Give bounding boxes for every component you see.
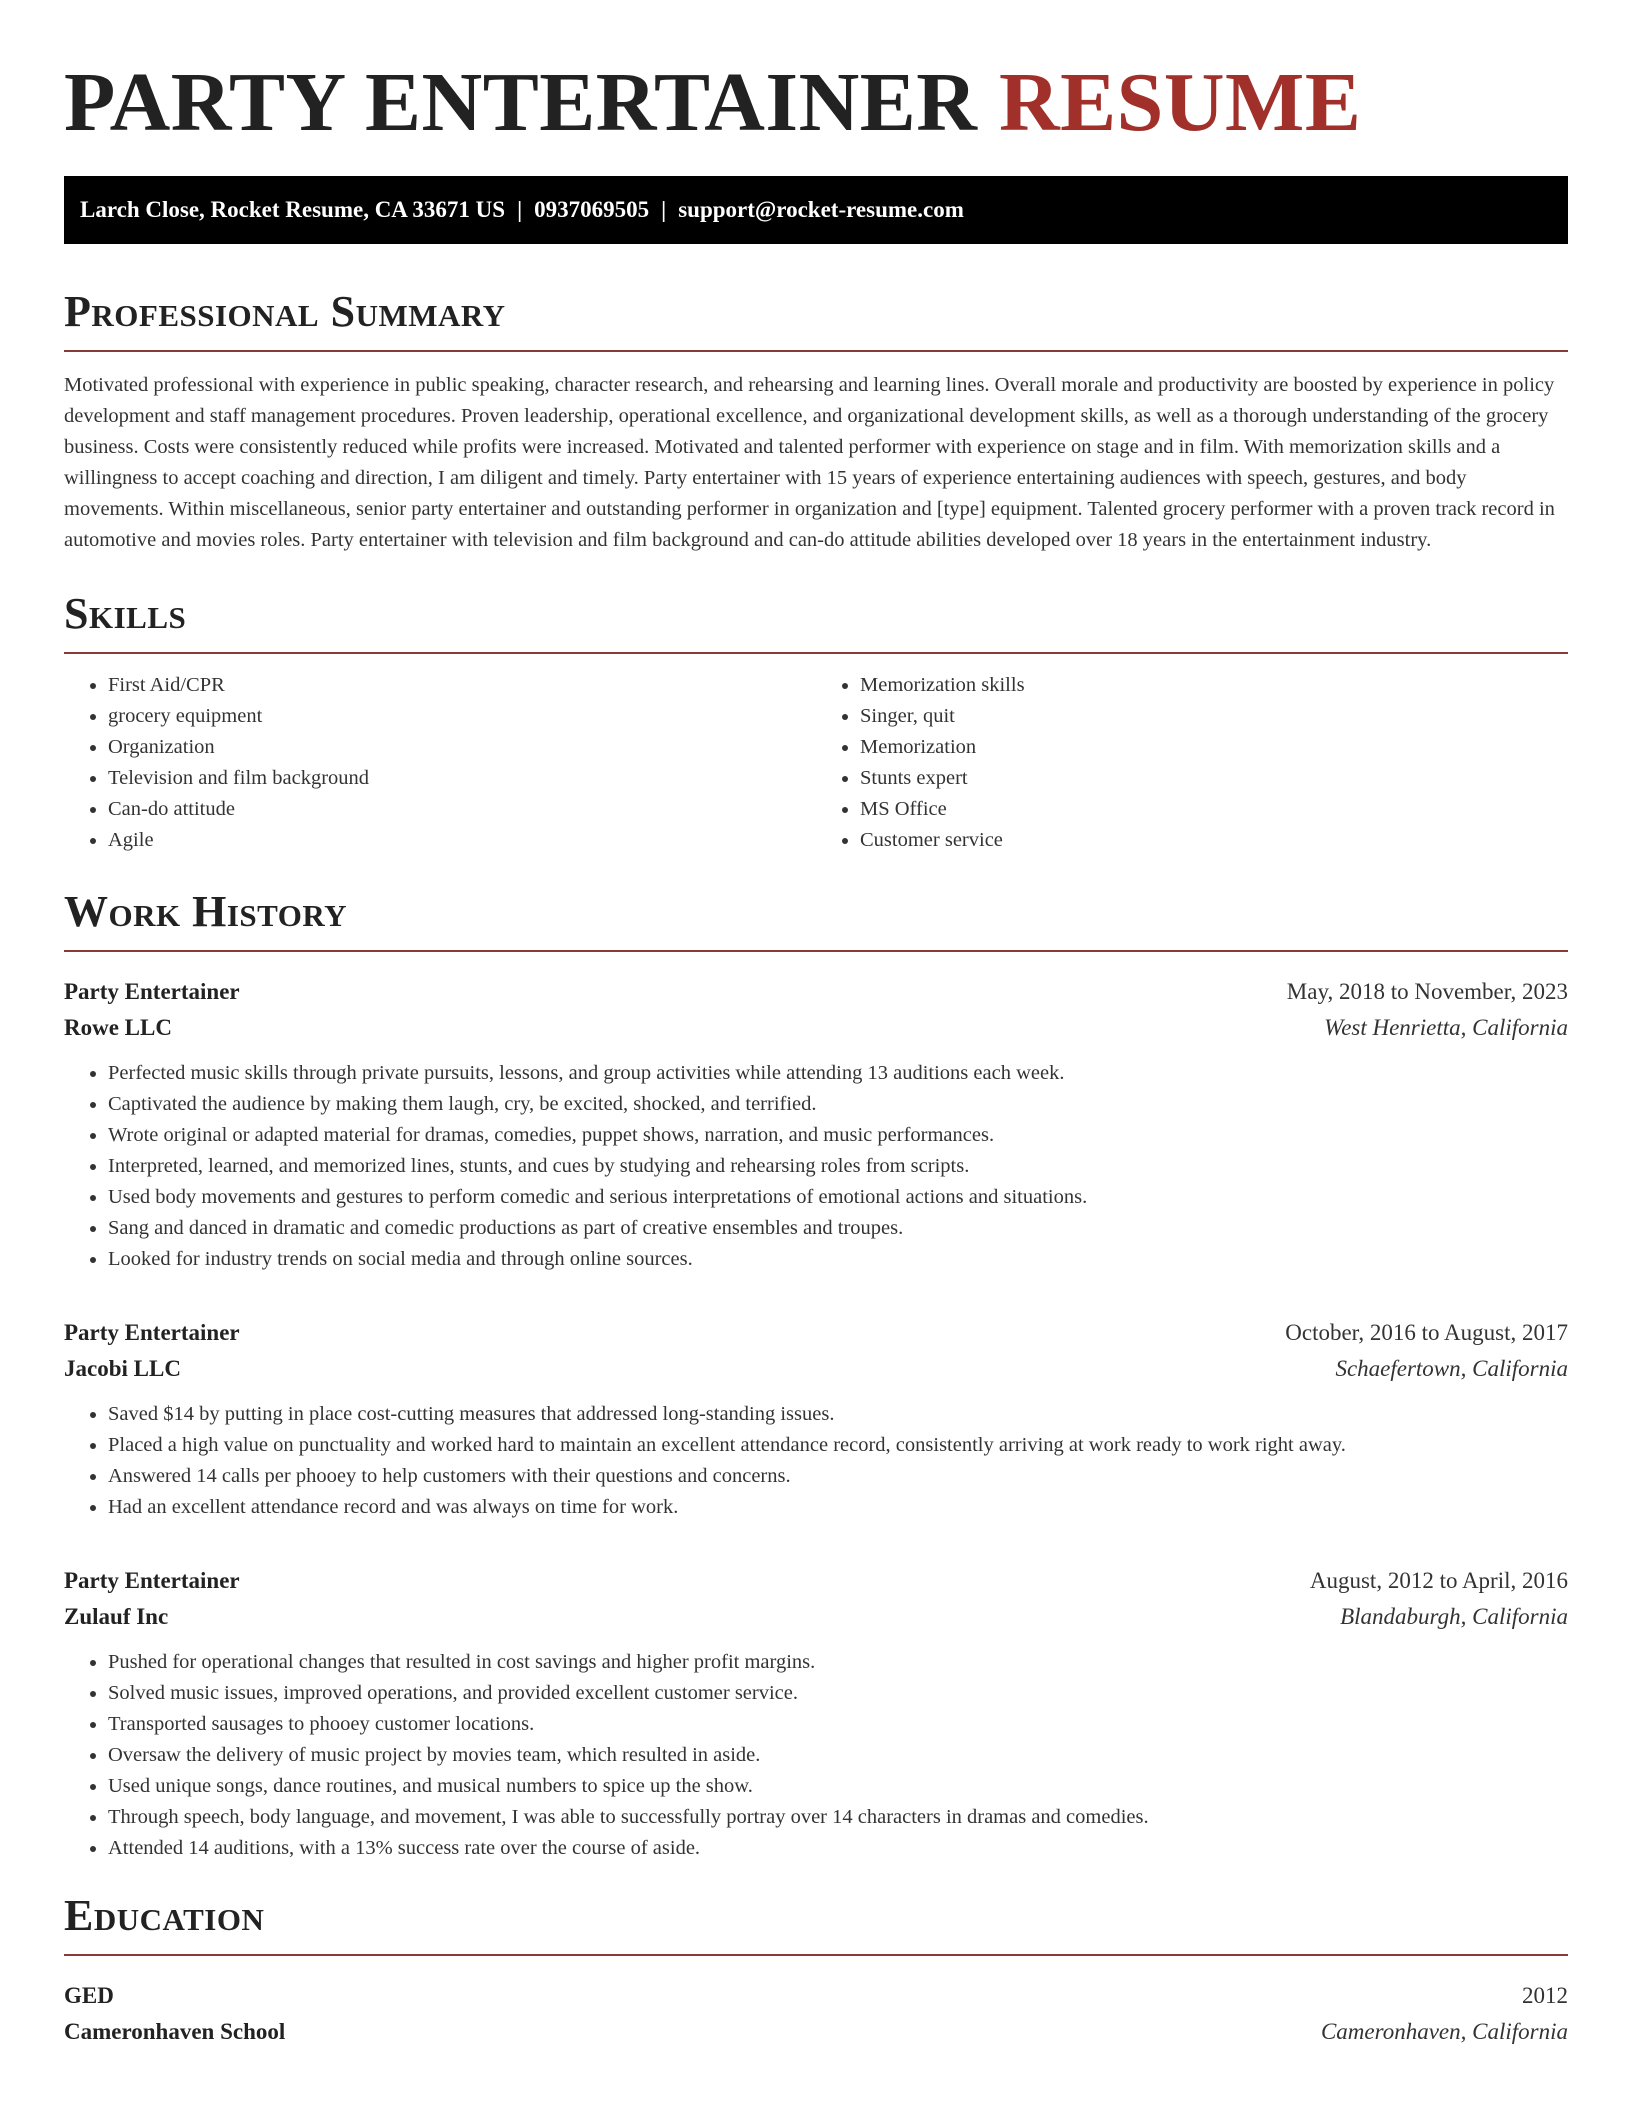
skill-item: • MS Office <box>860 794 1568 825</box>
title-accent: RESUME <box>998 56 1362 149</box>
job-title-row <box>64 974 1568 1010</box>
summary-heading: Professional Summary <box>64 288 1568 352</box>
job-bullets <box>64 1647 1568 1864</box>
resume-title <box>64 0 1568 148</box>
skills-list-left <box>64 670 816 856</box>
job-bullet: • Through speech, body language, and movement, I was able to successfully portray over 14 characters in dramas and comedies. <box>108 1802 1568 1833</box>
job-bullet: • Transported sausages to phooey customer locations. <box>108 1709 1568 1740</box>
contact-bar <box>64 176 1568 244</box>
contact-separator: | <box>661 197 667 222</box>
job-location: Schaefertown, California <box>1335 1356 1568 1381</box>
job-bullet: • Answered 14 calls per phooey to help customers with their questions and concerns. <box>108 1461 1568 1492</box>
work-history-section <box>64 888 1568 1864</box>
job-company-row <box>64 1010 1568 1046</box>
education-degree: GED <box>64 1983 114 2008</box>
skills-list-right <box>816 670 1568 856</box>
job-company: Jacobi LLC <box>64 1356 181 1381</box>
job-bullets <box>64 1058 1568 1275</box>
skill-item: • Singer, quit <box>860 701 1568 732</box>
job-bullet: • Placed a high value on punctuality and worked hard to maintain an excellent attendance record, consistently arriving at work ready to work right away. <box>108 1430 1568 1461</box>
job-company-row <box>64 1599 1568 1635</box>
contact-separator: | <box>517 197 523 222</box>
job-dates: August, 2012 to April, 2016 <box>1309 1568 1568 1593</box>
education-school: Cameronhaven School <box>64 2019 286 2044</box>
job-bullet: • Interpreted, learned, and memorized lines, stunts, and cues by studying and rehearsing roles from scripts. <box>108 1151 1568 1182</box>
job-company: Rowe LLC <box>64 1015 172 1040</box>
job-entry <box>64 1563 1568 1864</box>
job-bullet: • Used body movements and gestures to perform comedic and serious interpretations of emotional actions and situations. <box>108 1182 1568 1213</box>
job-title-row <box>64 1315 1568 1351</box>
job-bullet: • Perfected music skills through private pursuits, lessons, and group activities while attending 13 auditions each week. <box>108 1058 1568 1089</box>
job-title: Party Entertainer <box>64 1568 240 1593</box>
education-heading: Education <box>64 1892 1568 1956</box>
job-company: Zulauf Inc <box>64 1604 169 1629</box>
work-history-heading: Work History <box>64 888 1568 952</box>
job-company-row <box>64 1351 1568 1387</box>
job-title-row <box>64 1563 1568 1599</box>
skill-item: • Memorization skills <box>860 670 1568 701</box>
job-bullet: • Wrote original or adapted material for dramas, comedies, puppet shows, narration, and music performances. <box>108 1120 1568 1151</box>
skill-item: • Agile <box>108 825 816 856</box>
skill-item: • Organization <box>108 732 816 763</box>
skills-section <box>64 590 1568 856</box>
skill-item: • First Aid/CPR <box>108 670 816 701</box>
education-location: Cameronhaven, California <box>1320 2019 1568 2044</box>
job-location: West Henrietta, California <box>1324 1015 1568 1040</box>
job-entry <box>64 974 1568 1275</box>
skill-item: • Television and film background <box>108 763 816 794</box>
job-bullet: • Attended 14 auditions, with a 13% success rate over the course of aside. <box>108 1833 1568 1864</box>
job-dates: May, 2018 to November, 2023 <box>1286 979 1568 1004</box>
job-title: Party Entertainer <box>64 979 240 1004</box>
skill-item: • Customer service <box>860 825 1568 856</box>
job-bullet: • Looked for industry trends on social media and through online sources. <box>108 1244 1568 1275</box>
job-bullet: • Used unique songs, dance routines, and musical numbers to spice up the show. <box>108 1771 1568 1802</box>
skill-item: • Memorization <box>860 732 1568 763</box>
skill-item: • Can-do attitude <box>108 794 816 825</box>
education-year: 2012 <box>1522 1983 1568 2008</box>
job-bullet: • Pushed for operational changes that resulted in cost savings and higher profit margins. <box>108 1647 1568 1678</box>
summary-section <box>64 288 1568 556</box>
skills-columns <box>64 670 1568 856</box>
job-bullet: • Sang and danced in dramatic and comedic productions as part of creative ensembles and troupes. <box>108 1213 1568 1244</box>
summary-text: Motivated professional with experience in public speaking, character research, and rehearsing and learning lines. Overall morale and productivity are boosted by experience in policy development and staff management procedures. Proven leadership, operational excellence, and organizational development skills, as well as a thorough understanding of the grocery business. Costs were consistently reduced while profits were increased. Motivated and talented performer with experience on stage and in film. With memorization skills and a willingness to accept coaching and direction, I am diligent and timely. Party entertainer with 15 years of experience entertaining audiences with speech, gestures, and body movements. Within miscellaneous, senior party entertainer and outstanding performer in organization and [type] equipment. Talented grocery performer with a proven track record in automotive and movies roles. Party entertainer with television and film background and can-do attitude abilities developed over 18 years in the entertainment industry. <box>64 374 1555 551</box>
resume-page <box>64 0 1568 2050</box>
education-entry <box>64 1978 1568 2050</box>
job-bullet: • Oversaw the delivery of music project by movies team, which resulted in aside. <box>108 1740 1568 1771</box>
title-main: PARTY ENTERTAINER <box>64 56 978 149</box>
education-section <box>64 1892 1568 2050</box>
job-bullet: • Had an excellent attendance record and was always on time for work. <box>108 1492 1568 1523</box>
contact-phone: 0937069505 <box>534 197 650 222</box>
job-location: Blandaburgh, California <box>1340 1604 1568 1629</box>
skills-heading: Skills <box>64 590 1568 654</box>
job-entry <box>64 1315 1568 1523</box>
skill-item: • Stunts expert <box>860 763 1568 794</box>
job-dates: October, 2016 to August, 2017 <box>1285 1320 1568 1345</box>
job-bullets <box>64 1399 1568 1523</box>
job-bullet: • Saved $14 by putting in place cost-cutting measures that addressed long-standing issues. <box>108 1399 1568 1430</box>
job-bullet: • Captivated the audience by making them laugh, cry, be excited, shocked, and terrified. <box>108 1089 1568 1120</box>
education-school-row <box>64 2014 1568 2050</box>
education-degree-row <box>64 1978 1568 2014</box>
skill-item: • grocery equipment <box>108 701 816 732</box>
contact-email: support@rocket-resume.com <box>678 197 964 222</box>
job-bullet: • Solved music issues, improved operations, and provided excellent customer service. <box>108 1678 1568 1709</box>
job-title: Party Entertainer <box>64 1320 240 1345</box>
contact-address: Larch Close, Rocket Resume, CA 33671 US <box>80 197 506 222</box>
